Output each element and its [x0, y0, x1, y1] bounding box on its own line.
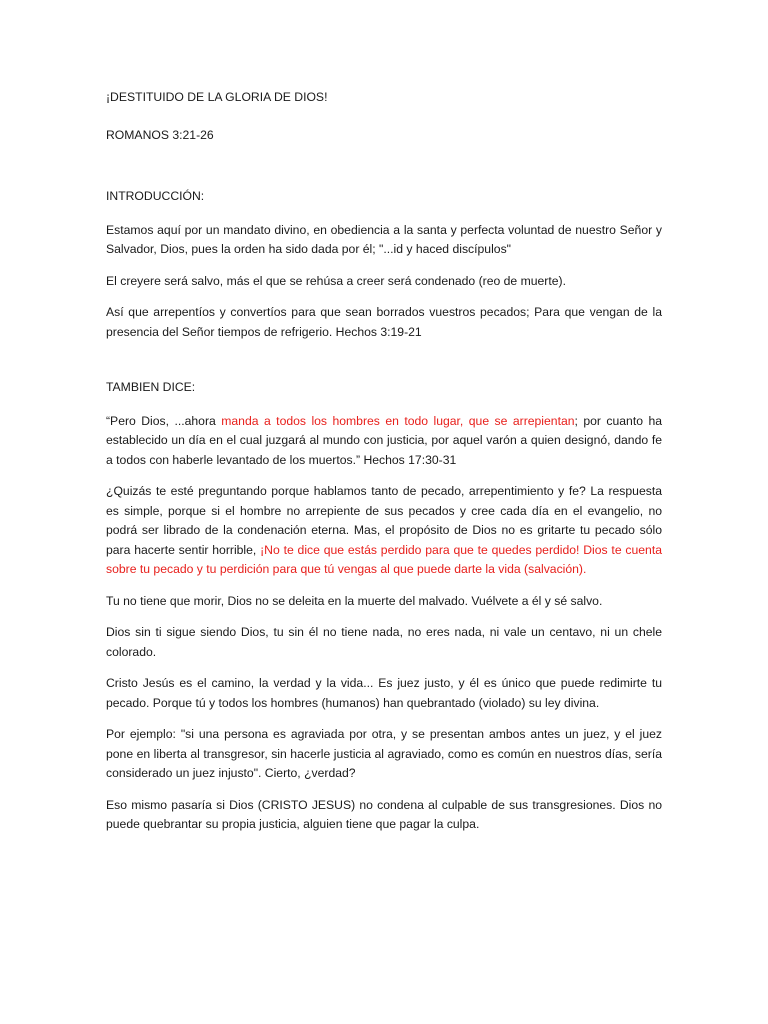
- acts-quote-highlight: manda a todos los hombres en todo lugar, que se arrepientan: [221, 413, 575, 428]
- paragraph-justice: Eso mismo pasaría si Dios (CRISTO JESUS) no condena al culpable de sus transgresiones. Dios no puede quebrantar su propia justicia, alguien tiene que pagar la culpa.: [106, 797, 662, 831]
- document-title: ¡DESTITUIDO DE LA GLORIA DE DIOS!: [106, 90, 328, 104]
- paragraph-mandate: Estamos aquí por un mandato divino, en obediencia a la santa y perfecta voluntad de nuestro Señor y Salvador, Dios, pues la orden ha sido dada por él; "...id y haced discípulos": [106, 222, 662, 256]
- paragraph-acts-quote: [106, 412, 662, 471]
- paragraph-repentance: Así que arrepentíos y convertíos para que sean borrados vuestros pecados; Para que vengan de la presencia del Señor tiempos de refrigerio. Hechos 3:19-21: [106, 305, 662, 339]
- paragraph-salvation: El creyere será salvo, más el que se rehúsa a creer será condenado (reo de muerte).: [106, 273, 566, 288]
- acts-quote-end: ; por cuanto ha establecido un día en el cual juzgará al mundo con justicia, por aquel varón a quien designó, dando fe a todos con haberle levantado de los muertos.” Hechos 17:30-31: [106, 413, 663, 467]
- paragraph-example: Por ejemplo: "si una persona es agraviada por otra, y se presentan ambos antes un juez, y el juez pone en liberta al transgresor, sin hacerle justicia al agraviado, como es común en nuestros días, sería considerado un juez injusto". Cierto, ¿verdad?: [106, 727, 662, 780]
- question-highlight: ¡No te dice que estás perdido para que te quedes perdido! Dios te cuenta sobre tu pecado y tu perdición para que tú vengas al que puede darte la vida (salvación).: [106, 542, 663, 576]
- acts-quote-start: “Pero Dios, ...ahora: [106, 413, 222, 428]
- paragraph-without-god: Dios sin ti sigue siendo Dios, tu sin él no tiene nada, no eres nada, ni vale un centavo, ni un chele colorado.: [106, 625, 662, 659]
- intro-heading: INTRODUCCIÓN:: [106, 189, 205, 203]
- paragraph-question: [106, 482, 662, 580]
- document-body: [106, 88, 662, 835]
- question-text: ¿Quizás te esté preguntando porque hablamos tanto de pecado, arrepentimiento y fe? La respuesta es simple, porque si el hombre no arrepiente de sus pecados y cree cada día en el evangelio, no podrá ser librado de la condenación eterna. Mas, el propósito de Dios no es gritarte tu pecado sólo para hacerte sentir horrible,: [106, 484, 662, 557]
- scripture-reference: ROMANOS 3:21-26: [106, 127, 214, 142]
- paragraph-christ-judge: Cristo Jesús es el camino, la verdad y la vida... Es juez justo, y él es único que puede redimirte tu pecado. Porque tú y todos los hombres (humanos) han quebrantado (violado) su ley divina.: [106, 676, 662, 710]
- paragraph-dont-die: Tu no tiene que morir, Dios no se deleita en la muerte del malvado. Vuélvete a él y sé salvo.: [106, 593, 603, 608]
- also-says-heading: TAMBIEN DICE:: [106, 380, 196, 394]
